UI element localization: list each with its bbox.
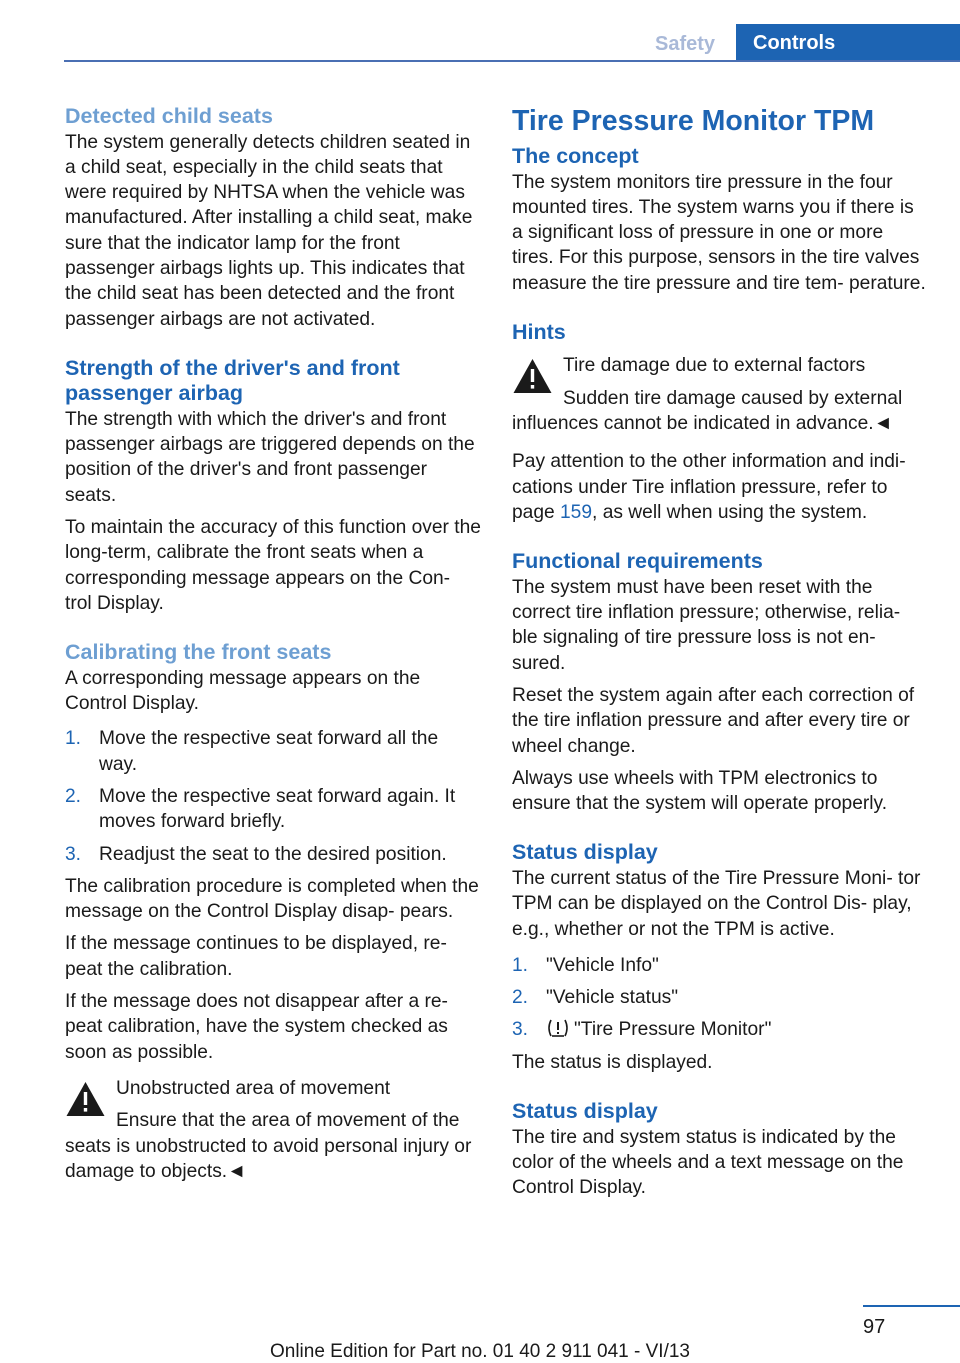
page-link[interactable]: 159 bbox=[560, 501, 593, 523]
status-displayed-text: The status is displayed. bbox=[512, 1051, 713, 1073]
calibrating-heading: Calibrating the front seats bbox=[65, 640, 332, 665]
warning-text: influences cannot be indicated in advance.◄ bbox=[512, 413, 893, 435]
list-item: 3. Readjust the seat to the desired position. bbox=[65, 843, 447, 865]
airbag-strength-text: The strength with which the driver's and front passenger airbags are triggered depends on the position of the driver's and front passenger seats. bbox=[65, 408, 475, 506]
edition-footer: Online Edition for Part no. 01 40 2 911 041 - VI/13 bbox=[269, 1341, 691, 1362]
footer-rule bbox=[863, 1305, 960, 1307]
warning-text-first-line: Ensure that the area of movement of the bbox=[116, 1110, 460, 1132]
status-steps-list bbox=[512, 953, 926, 1043]
calibration-advice-text: To maintain the accuracy of this function over the long-term, calibrate the front seats when a corresponding message appears on the Con‐ trol Display. bbox=[65, 517, 481, 614]
calibration-steps-list bbox=[65, 726, 481, 866]
functional-text-3: Always use wheels with TPM electronics to ensure that the system will operate properly. bbox=[512, 767, 888, 815]
concept-text: The system monitors tire pressure in the four mounted tires. The system warns you if there is a significant loss of pressure in one or more tires. For this purpose, sensors in the tire valves measure the tire pressure and tire tem‐ perature. bbox=[512, 171, 926, 294]
warning-title: Unobstructed area of movement bbox=[116, 1077, 391, 1099]
detected-child-seats-text: The system generally detects children seated in a child seat, especially in the child seats that were required by NHTSA when the vehicle was manufactured. After installing a child seat, make sure that the indicator lamp for the front passenger airbags lights up. This indicates that the child seat has been detected and the front passenger airbags are not activated. bbox=[65, 131, 473, 330]
warning-triangle-icon bbox=[512, 357, 553, 395]
page-number: 97 bbox=[863, 1316, 886, 1338]
concept-heading: The concept bbox=[512, 144, 639, 168]
status-display-heading: Status display bbox=[512, 840, 658, 865]
header-rule bbox=[64, 60, 960, 62]
movement-warning bbox=[65, 1076, 481, 1184]
tab-safety[interactable]: Safety bbox=[655, 33, 716, 55]
list-item: 3. "Tire Pressure Monitor" bbox=[512, 1019, 772, 1041]
calibration-complete-text: The calibration procedure is completed when the message on the Control Display disap‐ pears. bbox=[65, 875, 479, 923]
tire-damage-warning bbox=[512, 353, 926, 436]
right-column bbox=[512, 104, 926, 1207]
list-item: 2. Move the respective seat forward again. It moves forward briefly. bbox=[65, 785, 456, 833]
functional-requirements-heading: Functional requirements bbox=[512, 549, 763, 574]
detected-child-seats-heading: Detected child seats bbox=[65, 104, 273, 128]
page-section-title: Tire Pressure Monitor TPM bbox=[512, 105, 875, 137]
warning-text: seats is unobstructed to avoid personal injury or damage to objects.◄ bbox=[65, 1135, 472, 1182]
warning-text-first-line: Sudden tire damage caused by external bbox=[563, 387, 903, 409]
calibration-repeat-text: If the message continues to be displayed, re‐ peat the calibration. bbox=[65, 933, 447, 980]
warning-title: Tire damage due to external factors bbox=[563, 355, 866, 377]
left-column bbox=[65, 104, 481, 1191]
airbag-strength-heading: Strength of the driver's and front passenger airbag bbox=[65, 355, 400, 406]
status-display-text: The current status of the Tire Pressure Moni‐ tor TPM can be displayed on the Control Dis‐ play, e.g., whether or not the TPM is active. bbox=[512, 867, 921, 940]
calibrating-intro-text: A corresponding message appears on the Control Display. bbox=[65, 667, 421, 715]
tab-controls[interactable]: Controls bbox=[736, 24, 960, 62]
status-display-text-2: The tire and system status is indicated by the color of the wheels and a text message on the Control Display. bbox=[512, 1126, 904, 1199]
calibration-service-text: If the message does not disappear after a re‐ peat calibration, have the system checked as soon as possible. bbox=[65, 991, 448, 1063]
hints-heading: Hints bbox=[512, 319, 566, 344]
list-item: 2. "Vehicle status" bbox=[512, 987, 679, 1009]
status-display-heading-2: Status display bbox=[512, 1099, 658, 1124]
pay-attention-text: Pay attention to the other information and indi‐ cations under Tire inflation pressure, refer to page 159, as well when using the system. bbox=[512, 451, 906, 523]
warning-triangle-icon bbox=[65, 1080, 106, 1118]
functional-text-2: Reset the system again after each correction of the tire inflation pressure and after every tire or wheel change. bbox=[512, 684, 915, 757]
tpm-warning-icon bbox=[546, 1018, 570, 1038]
list-item: 1. Move the respective seat forward all the way. bbox=[65, 728, 439, 775]
list-item: 1. "Vehicle Info" bbox=[512, 954, 659, 976]
functional-text-1: The system must have been reset with the correct tire inflation pressure; otherwise, relia‐ ble signaling of tire pressure loss is not en‐ sured. bbox=[512, 576, 901, 674]
